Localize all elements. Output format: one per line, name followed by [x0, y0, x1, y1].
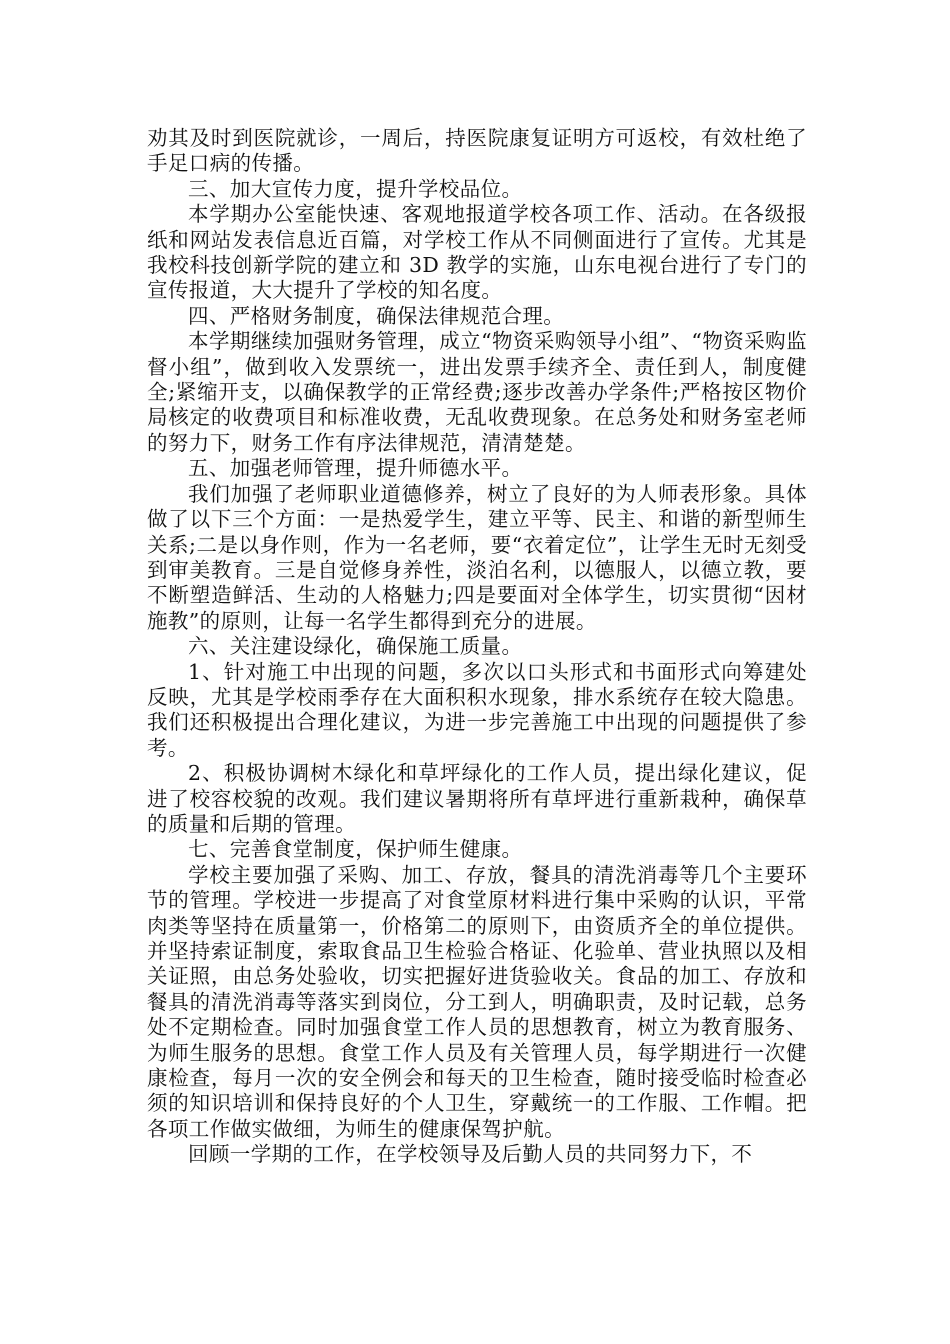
paragraph-review: 回顾一学期的工作，在学校领导及后勤人员的共同努力下，不	[188, 1142, 753, 1167]
paragraph-construction-1: 1、针对施工中出现的问题，多次以口头形式和书面形式向筹建处反映，尤其是学校雨季存在大面积积水现象，排水系统存在较大隐患。我们还积极提出合理化建议，为进一步完善施工中出现的问题提供了参考。	[147, 659, 807, 760]
document-body	[147, 126, 807, 1168]
section-heading-5: 五、加强老师管理，提升师德水平。	[188, 456, 523, 481]
paragraph-canteen: 学校主要加强了采购、加工、存放，餐具的清洗消毒等几个主要环节的管理。学校进一步提高了对食堂原材料进行集中采购的认识，平常肉类等坚持在质量第一，价格第二的原则下，由资质齐全的单位提供。并坚持索证制度，索取食品卫生检验合格证、化验单、营业执照以及相关证照，由总务处验收，切实把握好进货验收关。食品的加工、存放和餐具的清洗消毒等落实到岗位，分工到人，明确职责，及时记载，总务处不定期检查。同时加强食堂工作人员的思想教育，树立为教育服务、为师生服务的思想。食堂工作人员及有关管理人员，每学期进行一次健康检查，每月一次的安全例会和每天的卫生检查，随时接受临时检查必须的知识培训和保持良好的个人卫生，穿戴统一的工作服、工作帽。把各项工作做实做细，为师生的健康保驾护航。	[147, 862, 807, 1141]
paragraph-finance: 本学期继续加强财务管理，成立“物资采购领导小组”、“物资采购监督小组”，做到收入发票统一，进出发票手续齐全、责任到人，制度健全;紧缩开支，以确保教学的正常经费;逐步改善办学条件;严格按区物价局核定的收费项目和标准收费，无乱收费现象。在总务处和财务室老师的努力下，财务工作有序法律规范，清清楚楚。	[147, 329, 807, 455]
section-heading-4: 四、严格财务制度，确保法律规范合理。	[188, 303, 565, 328]
section-heading-7: 七、完善食堂制度，保护师生健康。	[188, 837, 523, 862]
section-heading-3: 三、加大宣传力度，提升学校品位。	[188, 176, 523, 201]
paragraph-continuation: 劝其及时到医院就诊，一周后，持医院康复证明方可返校，有效杜绝了手足口病的传播。	[147, 126, 807, 176]
section-heading-6: 六、关注建设绿化，确保施工质量。	[188, 634, 523, 659]
paragraph-construction-2: 2、积极协调树木绿化和草坪绿化的工作人员，提出绿化建议，促进了校容校貌的改观。我们建议暑期将所有草坪进行重新栽种，确保草的质量和后期的管理。	[147, 761, 807, 836]
paragraph-publicity: 本学期办公室能快速、客观地报道学校各项工作、活动。在各级报纸和网站发表信息近百篇，对学校工作从不同侧面进行了宣传。尤其是我校科技创新学院的建立和 3D 教学的实施，山东电视台进行了专门的宣传报道，大大提升了学校的知名度。	[147, 202, 807, 303]
paragraph-teachers: 我们加强了老师职业道德修养，树立了良好的为人师表形象。具体做了以下三个方面：一是热爱学生，建立平等、民主、和谐的新型师生关系;二是以身作则，作为一名老师，要“衣着定位”，让学生无时无刻受到审美教育。三是自觉修身养性，淡泊名利，以德服人，以德立教，要不断塑造鲜活、生动的人格魅力;四是要面对全体学生，切实贯彻“因材施教”的原则，让每一名学生都得到充分的进展。	[147, 481, 807, 633]
